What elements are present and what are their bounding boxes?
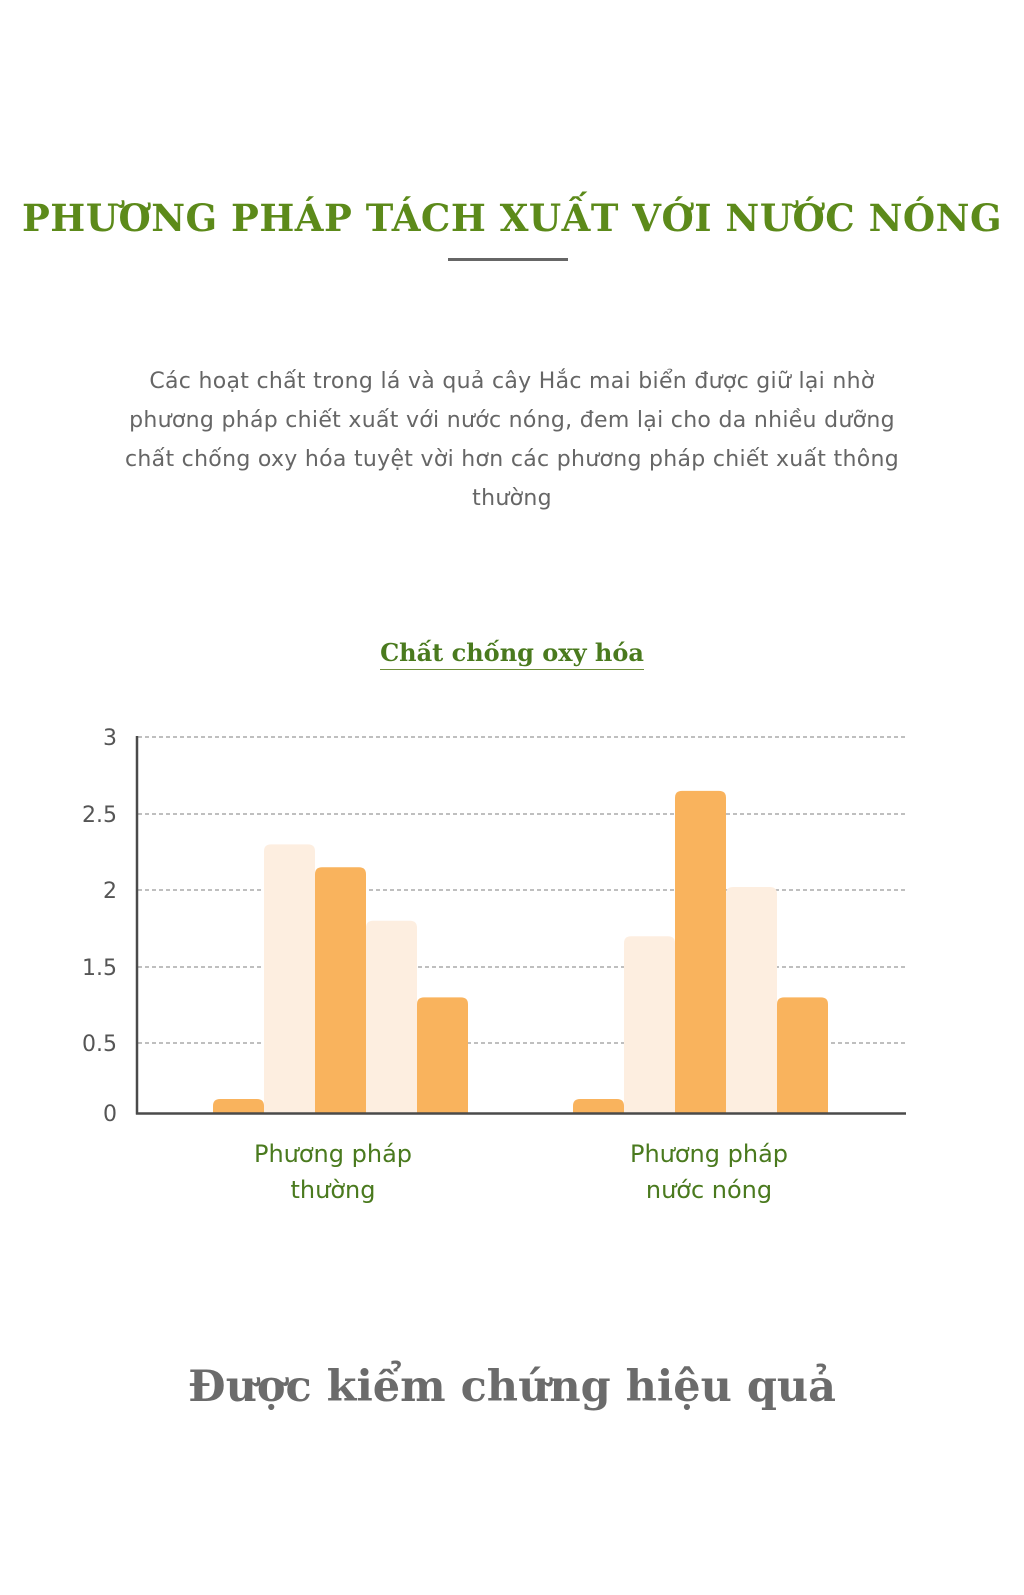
y-tick-labels: [82, 726, 117, 1127]
y-tick-label: 1.5: [82, 956, 117, 981]
intro-paragraph: Các hoạt chất trong lá và quả cây Hắc mai biển được giữ lại nhờ phương pháp chiết xuất với nước nóng, đem lại cho da nhiều dưỡng chất chống oxy hóa tuyệt vời hơn các phương pháp chiết xuất thông thường: [125, 369, 899, 511]
x-category-labels: [254, 1140, 788, 1204]
footer-title: Được kiểm chứng hiệu quả: [187, 1362, 837, 1412]
bar-dark: [417, 997, 468, 1113]
bar-dark: [777, 997, 828, 1113]
bar-dark: [573, 1099, 624, 1113]
chart-title-text: Chất chống oxy hóa: [380, 638, 644, 670]
heading-divider: [448, 258, 568, 261]
bar-dark: [213, 1099, 264, 1113]
y-tick-label: 3: [103, 726, 117, 751]
chart-title: [0, 638, 1024, 670]
chart-bars: [213, 791, 828, 1113]
bar-dark: [675, 791, 726, 1113]
bar-dark: [315, 867, 366, 1113]
y-tick-label: 0.5: [82, 1032, 117, 1057]
bar-light: [726, 887, 777, 1113]
x-category-label: Phương pháp nước nóng: [629, 1140, 789, 1204]
bar-light: [624, 936, 675, 1113]
y-tick-label: 2.5: [82, 803, 117, 828]
y-tick-label: 0: [103, 1102, 117, 1127]
y-tick-label: 2: [103, 879, 117, 904]
x-category-label: Phương pháp thường: [253, 1140, 413, 1204]
chart-gridlines: [138, 737, 906, 1043]
bar-light: [366, 921, 417, 1113]
bar-light: [264, 844, 315, 1113]
section-heading: PHƯƠNG PHÁP TÁCH XUẤT VỚI NƯỚC NÓNG: [21, 196, 1003, 240]
antioxidant-bar-chart: [0, 700, 1024, 1220]
